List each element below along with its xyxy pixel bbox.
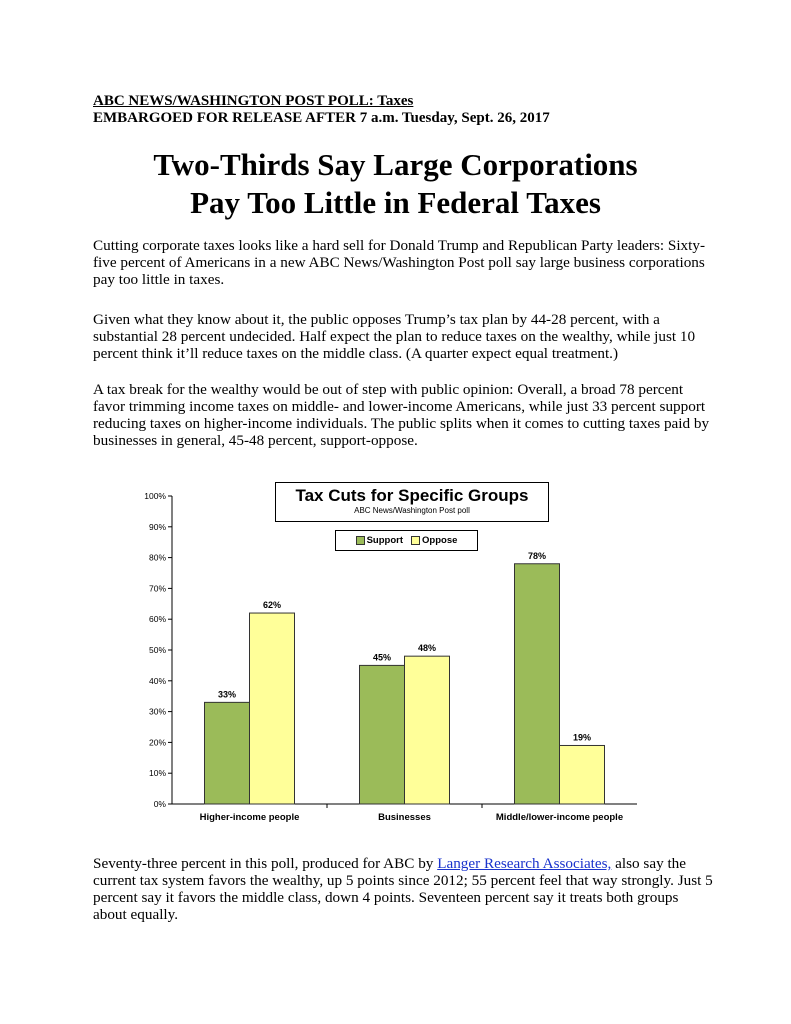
bar-support [515, 564, 560, 804]
chart-subtitle: ABC News/Washington Post poll [354, 506, 470, 515]
bar-oppose [560, 745, 605, 804]
poll-header: ABC NEWS/WASHINGTON POST POLL: Taxes [93, 93, 414, 109]
chart-title: Tax Cuts for Specific Groups [295, 486, 529, 505]
legend-item-oppose [411, 535, 457, 546]
bar-support [205, 702, 250, 804]
y-tick-label: 40% [148, 675, 166, 686]
langer-research-link[interactable]: Langer Research Associates, [437, 855, 612, 872]
bar-value-label: 48% [417, 643, 437, 654]
embargo-line: EMBARGOED FOR RELEASE AFTER 7 a.m. Tuesday, Sept. 26, 2017 [93, 110, 550, 126]
y-tick-label: 30% [148, 706, 166, 717]
paragraph-2-text: Given what they know about it, the public opposes Trump’s tax plan by 44-28 percent, with a substantial 28 percent undecided. Half expect the plan to reduce taxes on the wealthy, while just 10 percent think it’ll reduce taxes on the middle class. (A quarter expect equal treatment.) [93, 311, 696, 362]
x-category-label: Businesses [378, 812, 431, 823]
y-tick-label: 100% [144, 491, 166, 501]
x-category-label: Middle/lower-income people [495, 812, 624, 823]
y-tick-label: 70% [148, 583, 166, 594]
legend-swatch-oppose [411, 536, 420, 545]
bar-oppose [250, 613, 295, 804]
y-tick-label: 10% [148, 768, 166, 779]
chart-title-box [275, 482, 549, 522]
bar-value-label: 45% [372, 652, 392, 663]
paragraph-3 [93, 381, 713, 449]
paragraph-4-before: Seventy-three percent in this poll, produced for ABC by [93, 855, 438, 872]
legend-item-support [356, 535, 403, 546]
paragraph-4-after: also say the current tax system favors the wealthy, up 5 points since 2012; 55 percent feel that way strongly. Just 5 percent say it favors the middle class, down 4 points. Seventeen percent say it treats both groups about equally. [93, 855, 713, 923]
bar-value-label: 78% [527, 550, 547, 561]
legend-label-support: Support [366, 535, 404, 546]
tax-cuts-chart [130, 478, 660, 828]
paragraph-4-text [93, 855, 713, 923]
headline-line-2: Pay Too Little in Federal Taxes [190, 185, 601, 220]
y-tick-label: 90% [148, 521, 166, 532]
paragraph-4 [93, 855, 713, 923]
chart-legend [335, 530, 478, 551]
bar-support [360, 665, 405, 804]
release-header [93, 93, 550, 127]
headline-line-1: Two-Thirds Say Large Corporations [153, 147, 638, 182]
headline [0, 146, 791, 222]
bar-oppose [405, 656, 450, 804]
legend-label-oppose: Oppose [422, 535, 458, 546]
y-tick-label: 50% [148, 645, 166, 655]
bar-value-label: 33% [217, 689, 237, 700]
y-tick-label: 0% [153, 799, 166, 809]
bar-value-label: 62% [262, 600, 282, 611]
y-tick-label: 20% [148, 737, 166, 748]
paragraph-3-text: A tax break for the wealthy would be out of step with public opinion: Overall, a broad 78 percent favor trimming income taxes on middle- and lower-income Americans, while just 33 percent support reducing taxes on higher-income individuals. The public splits when it comes to cutting taxes paid by businesses in general, 45-48 percent, support-oppose. [93, 381, 710, 449]
y-tick-label: 60% [148, 614, 166, 625]
paragraph-2 [93, 311, 713, 362]
bar-value-label: 19% [572, 732, 592, 743]
paragraph-1 [93, 237, 713, 288]
legend-swatch-support [356, 536, 365, 545]
y-tick-label: 80% [148, 552, 166, 563]
x-category-label: Higher-income people [199, 812, 300, 823]
paragraph-1-text: Cutting corporate taxes looks like a hard sell for Donald Trump and Republican Party leaders: Sixty-five percent of Americans in a new ABC News/Washington Post poll say large business corporations pay too little in taxes. [93, 237, 706, 288]
